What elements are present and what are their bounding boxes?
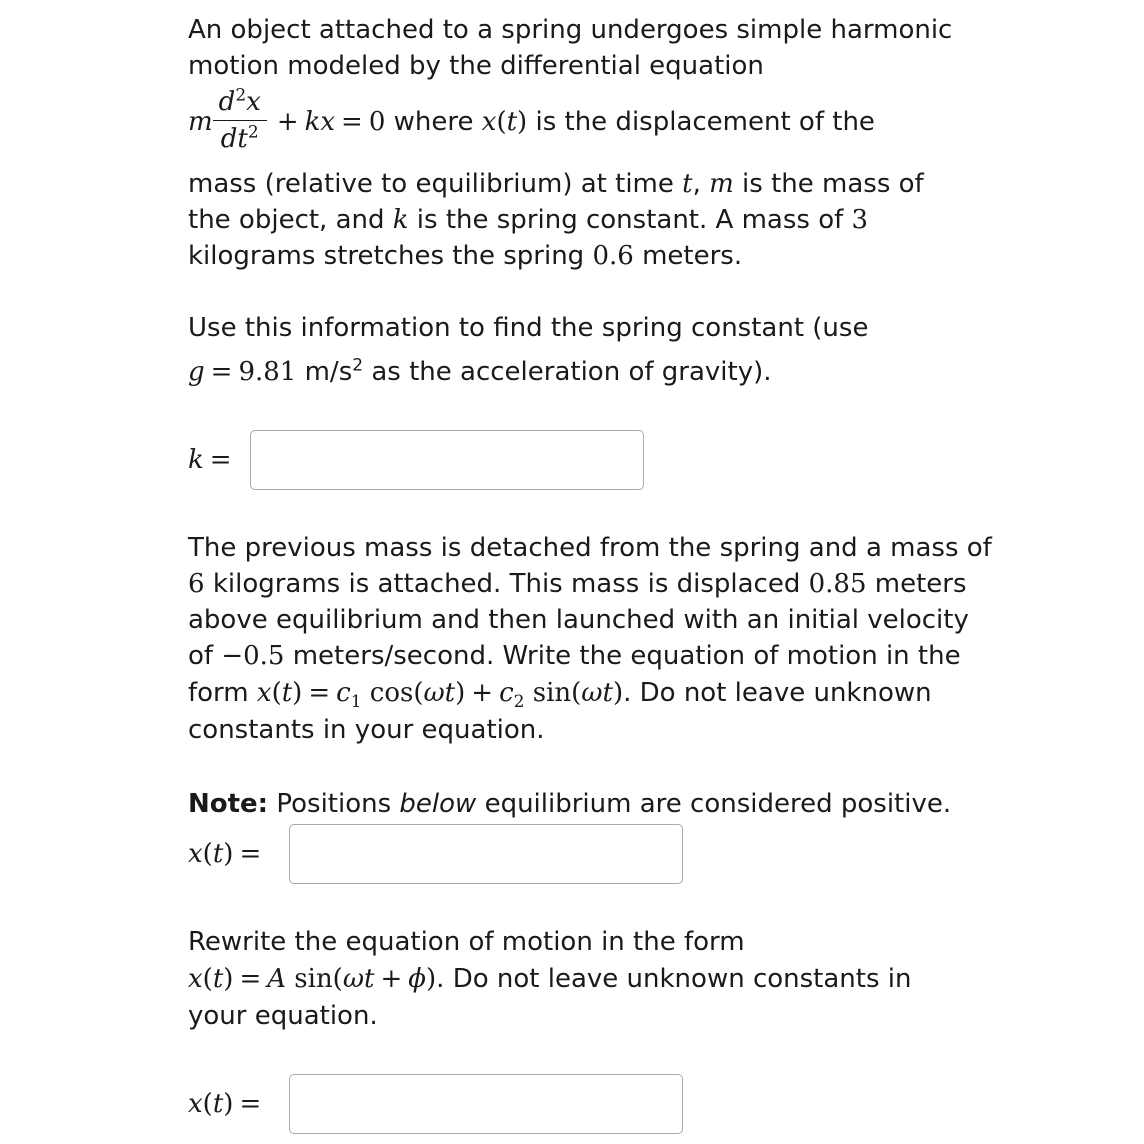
eq-displacement-text: is the displacement of the (535, 107, 875, 137)
displacement-value: 0.85 (808, 569, 867, 599)
intro-line-1: An object attached to a spring undergoes simple harmonic (188, 15, 953, 45)
second-derivative-fraction: $\frac{d^2x}{dt^2}$ (213, 86, 267, 155)
problem-continued: mass (relative to equilibrium) at time t, m is the mass of the object, and k is the spring constant. A mass of 3 kilograms stretches the spring 0.6 meters. (188, 169, 924, 271)
differential-equation: m $\frac{d^2x}{dt^2}$ + kx = 0 where x(t) is the displacement of the (188, 85, 875, 154)
x-of-t-label-2: x(t) = (188, 1089, 262, 1119)
problem-statement (188, 12, 978, 84)
eq-where: where (393, 107, 474, 137)
spring-constant-input[interactable] (250, 430, 644, 490)
velocity-value: −0.5 (221, 641, 285, 671)
part1-prompt: Use this information to find the spring constant (use g = 9.81 $m/s^2$ as the acceleration of gravity). (188, 313, 869, 387)
part2-note: Note: Positions below equilibrium are considered positive. (188, 789, 952, 819)
part3-prompt: Rewrite the equation of motion in the form x(t) = A sin(ωt + ϕ). Do not leave unknown constants in your equation. (188, 927, 912, 1031)
intro-line-2: motion modeled by the differential equation (188, 51, 764, 81)
x-of-t-label-1: x(t) = (188, 839, 262, 869)
equation-of-motion-input[interactable] (289, 824, 683, 884)
part2-prompt: The previous mass is detached from the spring and a mass of 6 kilograms is attached. This mass is displaced 0.85 meters above equilibrium and then launched with an initial velocity of −0.5 meters/second. Write the equation of motion in the form $x(t) = c_1$ $\cos(\omega t) + c_2$ sin(ωt). Do not leave unknown constants in your equation. (188, 533, 992, 745)
k-label: k = (188, 445, 232, 475)
mass-2-value: 6 (188, 569, 205, 599)
gravity-value: 9.81 (238, 357, 297, 387)
stretch-value: 0.6 (592, 241, 634, 271)
amplitude-phase-form-input[interactable] (289, 1074, 683, 1134)
mass-1-value: 3 (851, 205, 869, 235)
